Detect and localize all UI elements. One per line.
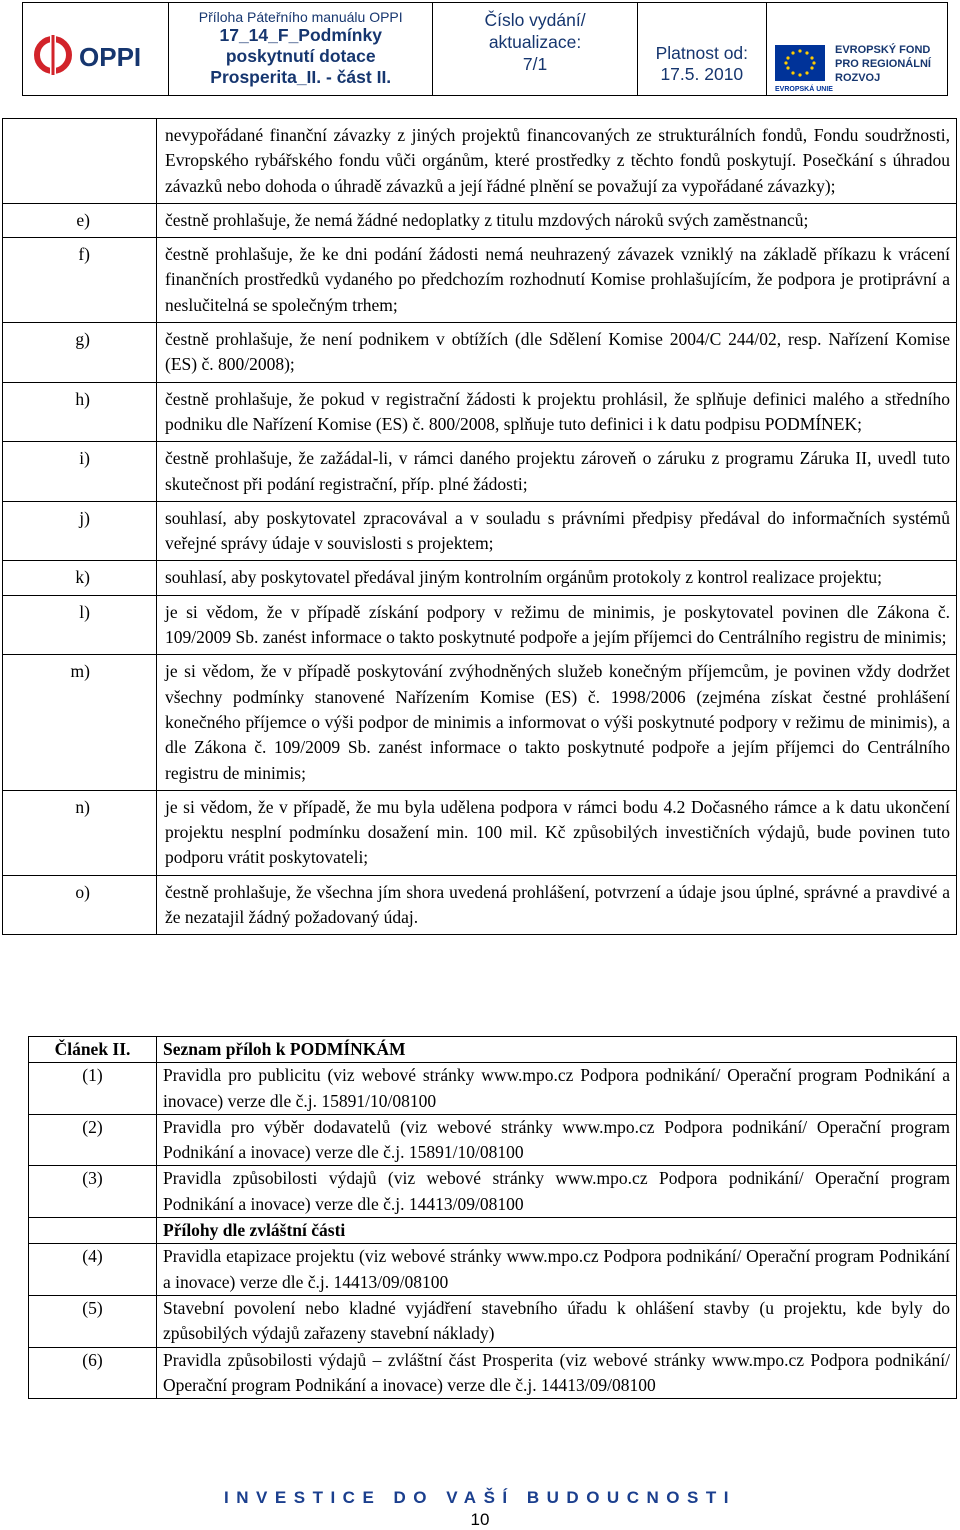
attachment-row-label: (2) (29, 1114, 157, 1166)
doc-code-cell (169, 3, 433, 96)
attachment-row-text: Pravidla pro výběr dodavatelů (viz webové stránky www.mpo.cz Podpora podnikání/ Operační program Podnikání a inovace) verze dle č.j. 15891/10/08100 (157, 1114, 957, 1166)
declaration-row-label: o) (3, 875, 157, 935)
special-attachment-row-text: Stavební povolení nebo kladné vyjádření stavebního úřadu k ohlášení stavby (u projektu, kde byly do způsobilých výdajů zařazeny stavební náklady) (157, 1295, 957, 1347)
declaration-row-label: k) (3, 561, 157, 595)
declaration-row (3, 561, 957, 595)
declaration-row (3, 323, 957, 383)
declaration-row-text: čestně prohlašuje, že ke dni podání žádosti nemá neuhrazený závazek vzniklý na základě příkazu k vrácení finančních prostředků vydaného po předchozím rozhodnutí Komise prohlašujícím, že podpora je protiprávní a neslučitelná se společným trhem; (157, 238, 957, 323)
eu-flag-icon (767, 3, 947, 93)
declaration-row-text: čestně prohlašuje, že zažádal-li, v rámci daného projektu zároveň o záruku z programu Záruka II, uvedl tuto skutečnost při podání registrační, příp. plné žádosti; (157, 442, 957, 502)
special-attachment-row-label: (5) (29, 1295, 157, 1347)
declaration-row-text: souhlasí, aby poskytovatel předával jiným kontrolním orgánům protokoly z kontrol realizace projektu; (157, 561, 957, 595)
eu-line-2: PRO REGIONÁLNÍ (835, 58, 931, 70)
doc-code-line-3: Prosperita_II. - část II. (210, 67, 392, 87)
declaration-row-label: f) (3, 238, 157, 323)
attachment-row-text: Pravidla pro publicitu (viz webové stránky www.mpo.cz Podpora podnikání/ Operační program Podnikání a inovace) verze dle č.j. 15891/10/08100 (157, 1063, 957, 1115)
document-header (22, 2, 948, 96)
valid-label: Platnost od: (655, 43, 749, 63)
special-heading: Přílohy dle zvláštní části (157, 1218, 957, 1244)
attachment-row-label: (3) (29, 1166, 157, 1218)
attachments-table (28, 1036, 957, 1399)
article-heading-row (29, 1037, 957, 1063)
eu-caption: EVROPSKÁ UNIE (775, 86, 833, 93)
attachment-row-text: Pravidla způsobilosti výdajů (viz webové stránky www.mpo.cz Podpora podnikání/ Operační program Podnikání a inovace) verze dle č.j. 14413/09/08100 (157, 1166, 957, 1218)
declaration-row-text: čestně prohlašuje, že není podnikem v obtížích (dle Sdělení Komise 2004/C 244/02, resp. Nařízení Komise (ES) č. 800/2008); (157, 323, 957, 383)
special-attachment-row (29, 1295, 957, 1347)
special-heading-num (29, 1218, 157, 1244)
declaration-row-label: j) (3, 501, 157, 561)
declaration-row (3, 203, 957, 237)
declaration-row (3, 595, 957, 655)
declaration-row (3, 655, 957, 790)
valid-value: 17.5. 2010 (660, 64, 744, 84)
declaration-row-text: je si vědom, že v případě získání podpory v režimu de minimis, je poskytovatel povinen dle Zákona č. 109/2009 Sb. zanést informace o takto poskytnuté podpoře a jejím příjemci do Centrálního registru de minimis; (157, 595, 957, 655)
attachment-row (29, 1166, 957, 1218)
special-attachment-row-text: Pravidla etapizace projektu (viz webové stránky www.mpo.cz Podpora podnikání/ Operační program Podnikání a inovace) verze dle č.j. 14413/09/08100 (157, 1244, 957, 1296)
declaration-row-text: čestně prohlašuje, že všechna jím shora uvedená prohlášení, potvrzení a údaje jsou úplné, správné a pravdivé a že nezatajil žádný požadovaný údaj. (157, 875, 957, 935)
declaration-row-text: čestně prohlašuje, že nemá žádné nedoplatky z titulu mzdových nároků svých zaměstnanců; (157, 203, 957, 237)
footer-slogan: INVESTICE DO VAŠÍ BUDOUCNOSTI (224, 1488, 736, 1507)
declaration-row-text: nevypořádané finanční závazky z jiných projektů financovaných ze strukturálních fondů, Fondu soudržnosti, Evropského rybářského fondu vůči orgánům, které prostředky z těchto fondů poskytují. Posečkání s úhradou závazků nebo dohoda o úhradě závazků a její řádné plnění se považují za vypořádané závazky); (157, 119, 957, 204)
declaration-row (3, 501, 957, 561)
page-number: 10 (470, 1510, 490, 1529)
attachment-row-label: (1) (29, 1063, 157, 1115)
eu-logo (767, 3, 947, 93)
eu-line-1: EVROPSKÝ FOND (835, 44, 931, 56)
declaration-row-label: e) (3, 203, 157, 237)
declaration-row (3, 442, 957, 502)
eu-line-3: ROZVOJ (835, 72, 881, 84)
declarations-table (2, 118, 957, 935)
oppi-logo (23, 3, 168, 93)
special-attachment-row-label: (4) (29, 1244, 157, 1296)
article-label: Článek II. (29, 1037, 157, 1063)
issue-value: 7/1 (522, 54, 548, 74)
article-title: Seznam příloh k PODMÍNKÁM (157, 1037, 957, 1063)
declaration-row (3, 875, 957, 935)
declaration-row-label: g) (3, 323, 157, 383)
oppi-logo-icon (23, 3, 168, 93)
declaration-row (3, 790, 957, 875)
issue-label-2: aktualizace: (488, 32, 582, 52)
declaration-row-text: je si vědom, že v případě, že mu byla udělena podpora v rámci bodu 4.2 Dočasného rámce a k datu ukončení projektu nesplní podmínku dosažení min. 100 mil. Kč způsobilých investičních výdajů, bude povinen tuto podporu vrátit poskytovateli; (157, 790, 957, 875)
special-attachment-row-text: Pravidla způsobilosti výdajů – zvláštní část Prosperita (viz webové stránky www.mpo.cz Podpora podnikání/ Operační program Podnikání a inovace) verze dle č.j. 14413/09/08100 (157, 1347, 957, 1399)
declaration-row (3, 119, 957, 204)
validity-cell (637, 3, 766, 96)
special-attachment-row-label: (6) (29, 1347, 157, 1399)
declaration-row-label (3, 119, 157, 204)
declaration-row (3, 238, 957, 323)
declaration-row-text: je si vědom, že v případě poskytování zvýhodněných služeb konečným příjemcům, je povinen vždy dodržet všechny podmínky stanovené Nařízením Komise (ES) č. 1998/2006 (zejména získat čestné prohlášení konečného příjemce o výši podpor de minimis a informovat o výši poskytnuté podpory v režimu de minimis), a dle Zákona č. 109/2009 Sb. zanést informace o takto poskytnuté podpoře a jejím příjemci do Centrálního registru de minimis; (157, 655, 957, 790)
special-attachment-row (29, 1244, 957, 1296)
attachment-row (29, 1114, 957, 1166)
special-attachment-row (29, 1347, 957, 1399)
declaration-row-text: souhlasí, aby poskytovatel zpracovával a v souladu s právními předpisy předával do informačních systémů veřejné správy údaje v souvislosti s projektem; (157, 501, 957, 561)
declaration-row-label: i) (3, 442, 157, 502)
doc-code-line-1: 17_14_F_Podmínky (219, 25, 382, 45)
declaration-row-label: l) (3, 595, 157, 655)
declaration-row-label: h) (3, 382, 157, 442)
issue-cell (433, 3, 637, 96)
special-heading-row (29, 1218, 957, 1244)
declaration-row (3, 382, 957, 442)
oppi-logo-cell (23, 3, 169, 96)
doc-code-line-2: poskytnutí dotace (225, 46, 376, 66)
eu-logo-cell (767, 3, 948, 96)
doc-subtitle: Příloha Páteřního manuálu OPPI (198, 9, 403, 25)
declaration-row-text: čestně prohlašuje, že pokud v registrační žádosti k projektu prohlásil, že splňuje definici malého a středního podniku dle Nařízení Komise (ES) č. 800/2008, splňuje tuto definici i k datu podpisu PODMÍNEK; (157, 382, 957, 442)
issue-label-1: Číslo vydání/ (484, 10, 586, 30)
attachment-row (29, 1063, 957, 1115)
oppi-logo-text: OPPI (79, 42, 142, 72)
declaration-row-label: m) (3, 655, 157, 790)
declaration-row-label: n) (3, 790, 157, 875)
